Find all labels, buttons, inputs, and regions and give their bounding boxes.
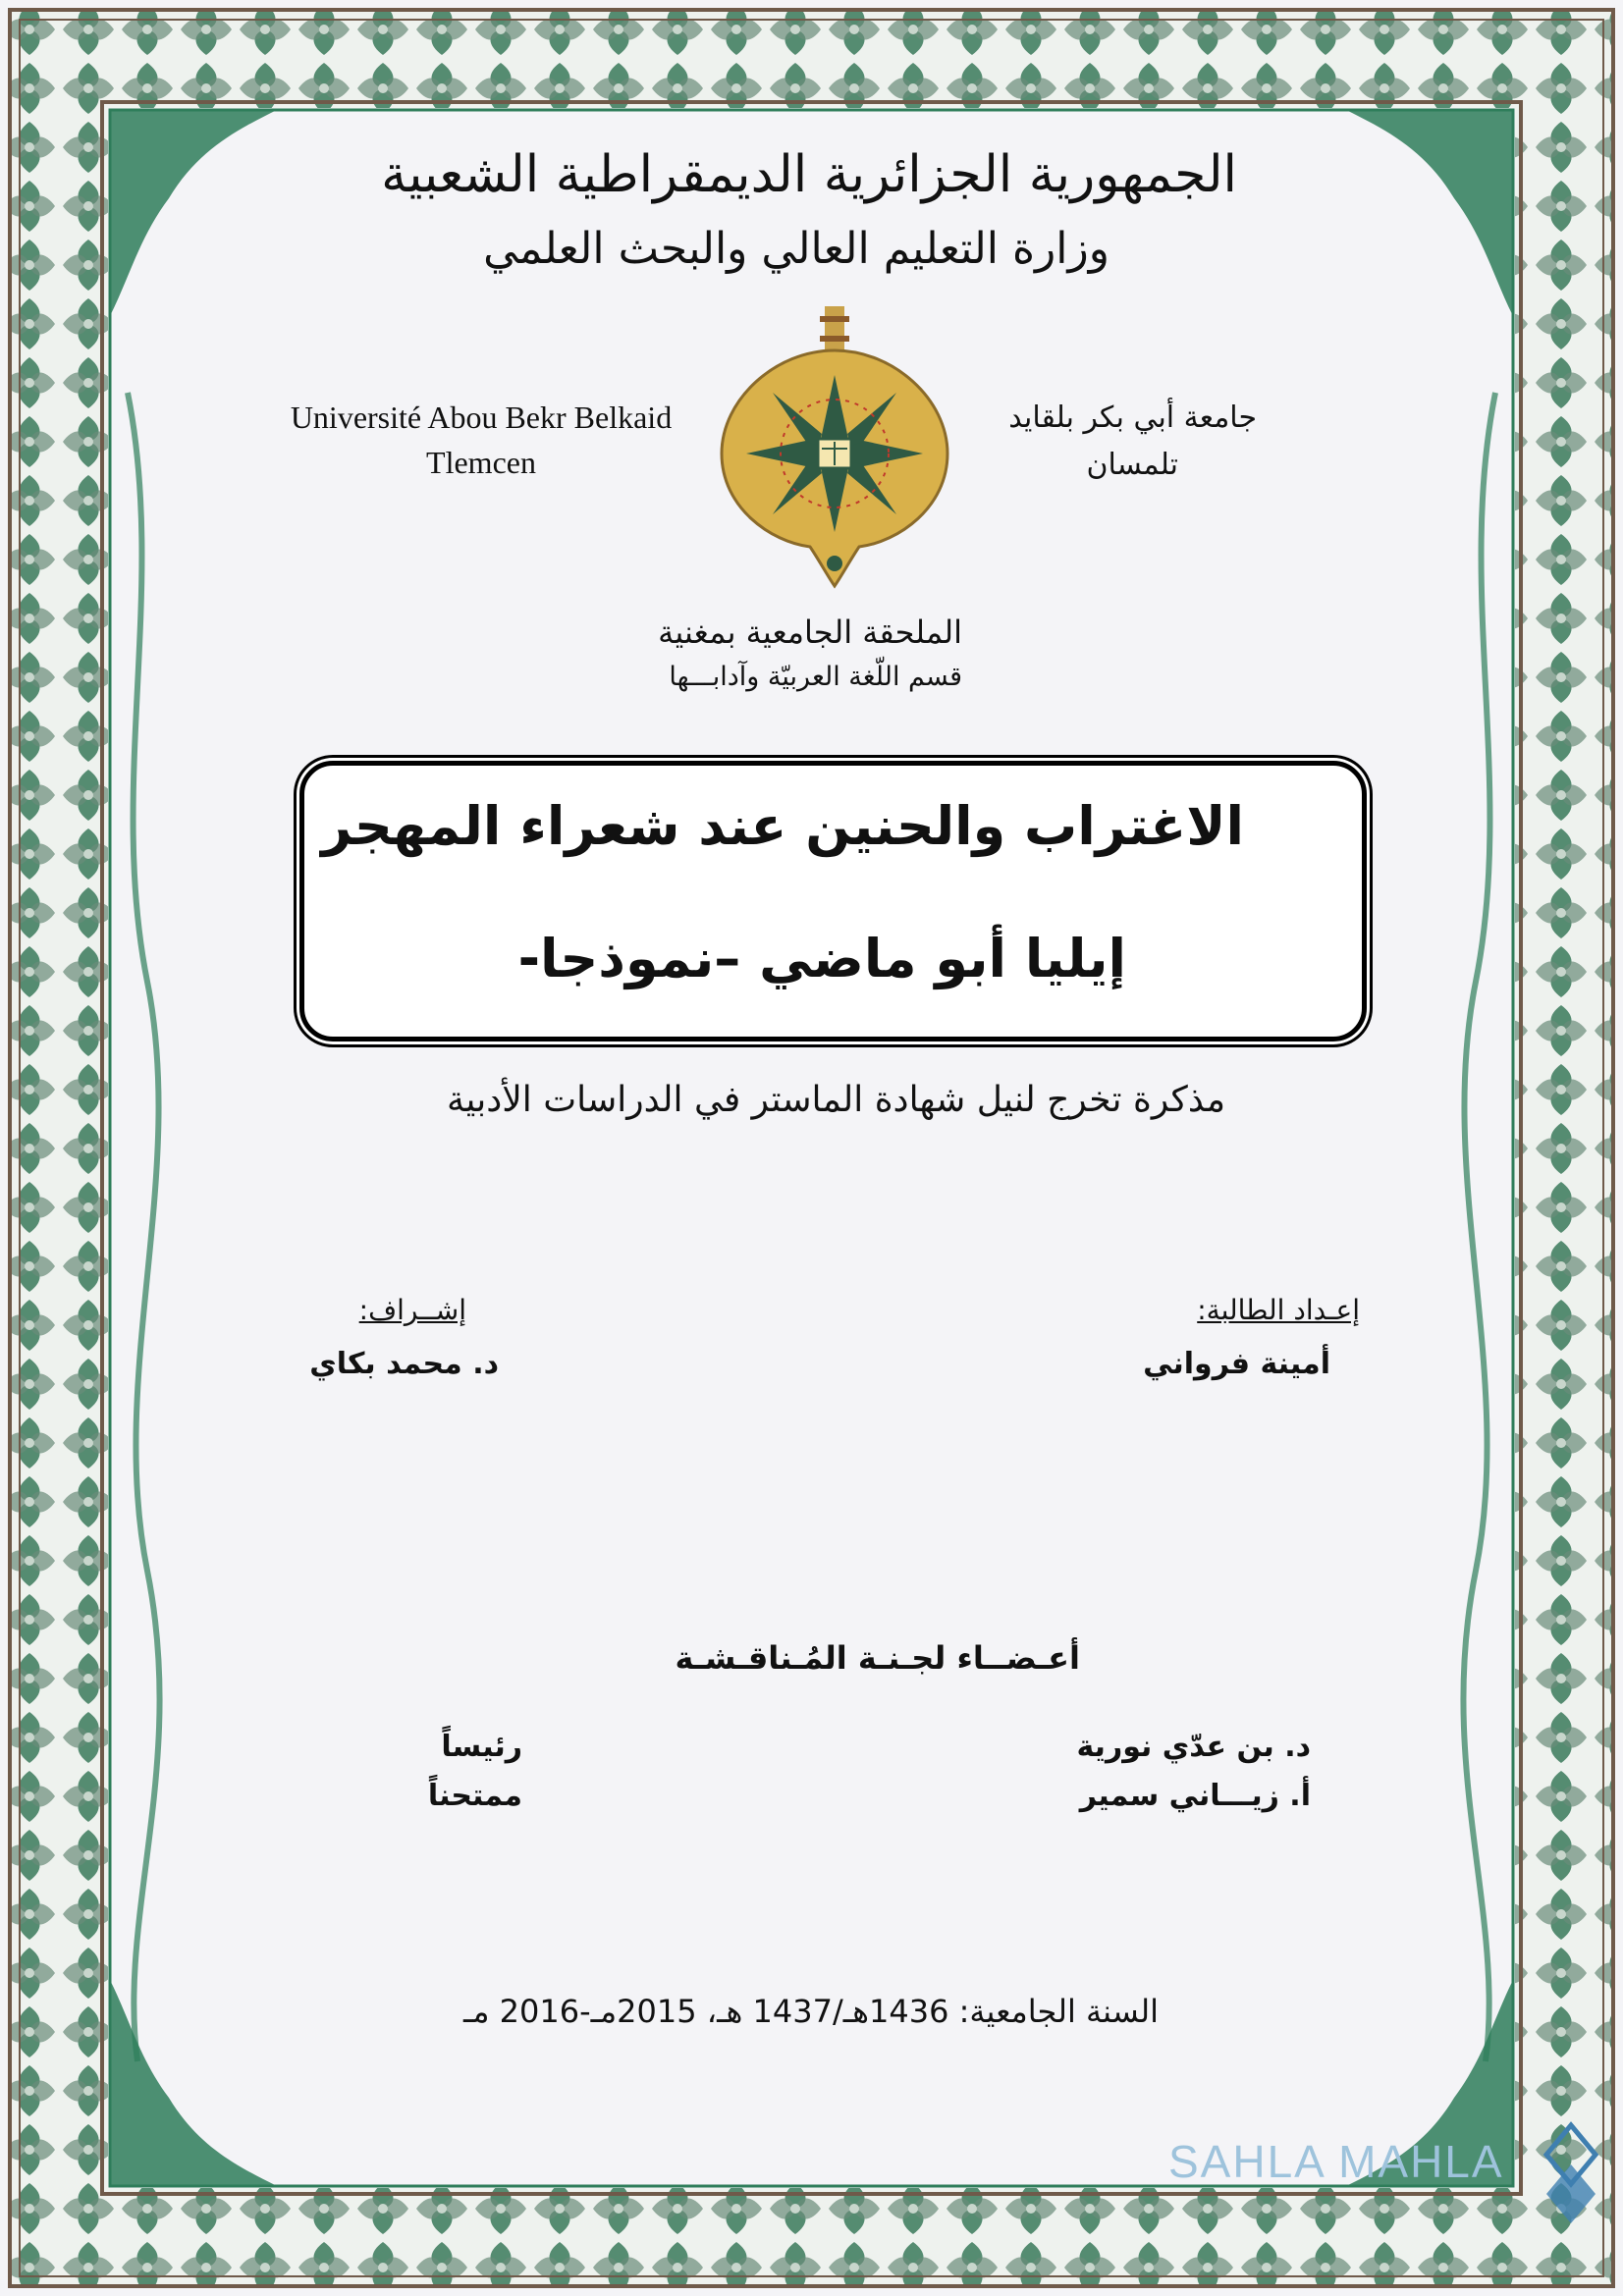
university-name-fr-line1: Université Abou Bekr Belkaid bbox=[290, 400, 673, 435]
jury-member-name: أ. زيـــاني سمير bbox=[1079, 1779, 1311, 1813]
ministry-heading: وزارة التعليم العالي والبحث العلمي bbox=[483, 224, 1109, 274]
side-stamp bbox=[1502, 461, 1518, 717]
university-name-ar-line2: تلمسان bbox=[1086, 448, 1178, 482]
thesis-title-line2: إيليا أبو ماضي –نموذجا- bbox=[517, 928, 1126, 989]
supervision-label: إشــراف: bbox=[358, 1294, 466, 1326]
watermark-logo-icon bbox=[1537, 2120, 1605, 2228]
student-name: أمينة فرواني bbox=[1143, 1347, 1330, 1381]
university-name-ar-line1: جامعة أبي بكر بلقايد bbox=[1008, 400, 1257, 435]
thesis-description: مذكرة تخرج لنيل شهادة الماستر في الدراسات الأدبية bbox=[447, 1080, 1225, 1120]
university-name-fr-line2: Tlemcen bbox=[426, 445, 536, 480]
annex-block bbox=[491, 609, 962, 699]
university-logo bbox=[712, 306, 957, 591]
university-name-ar bbox=[962, 395, 1257, 489]
jury-title: أعـضــاء لجـنـة المُـناقـشـة bbox=[675, 1639, 1080, 1677]
university-name-fr bbox=[236, 395, 727, 485]
supervisor-name: د. محمد بكاي bbox=[309, 1347, 499, 1381]
thesis-title-box bbox=[299, 761, 1367, 1041]
republic-heading: الجمهورية الجزائرية الديمقراطية الشعبية bbox=[381, 145, 1237, 204]
department-name: قسم اللّغة العربيّة وآدابـــها bbox=[669, 662, 962, 692]
annex-name: الملحقة الجامعية بمغنية bbox=[658, 614, 962, 651]
jury-member-role: ممتحناً bbox=[427, 1779, 522, 1813]
prepared-by-label: إعـداد الطالبة: bbox=[1197, 1294, 1360, 1326]
thesis-title-line1: الاغتراب والحنين عند شعراء المهجر bbox=[321, 795, 1244, 857]
jury-member-name: د. بن عدّي نورية bbox=[1076, 1730, 1311, 1764]
jury-member-role: رئيساً bbox=[441, 1730, 522, 1764]
watermark-text: SAHLA MAHLA bbox=[1168, 2136, 1504, 2187]
academic-year: السنة الجامعية: 1436هـ/1437 هـ، 2015مـ-2016 مـ bbox=[462, 1993, 1159, 2030]
